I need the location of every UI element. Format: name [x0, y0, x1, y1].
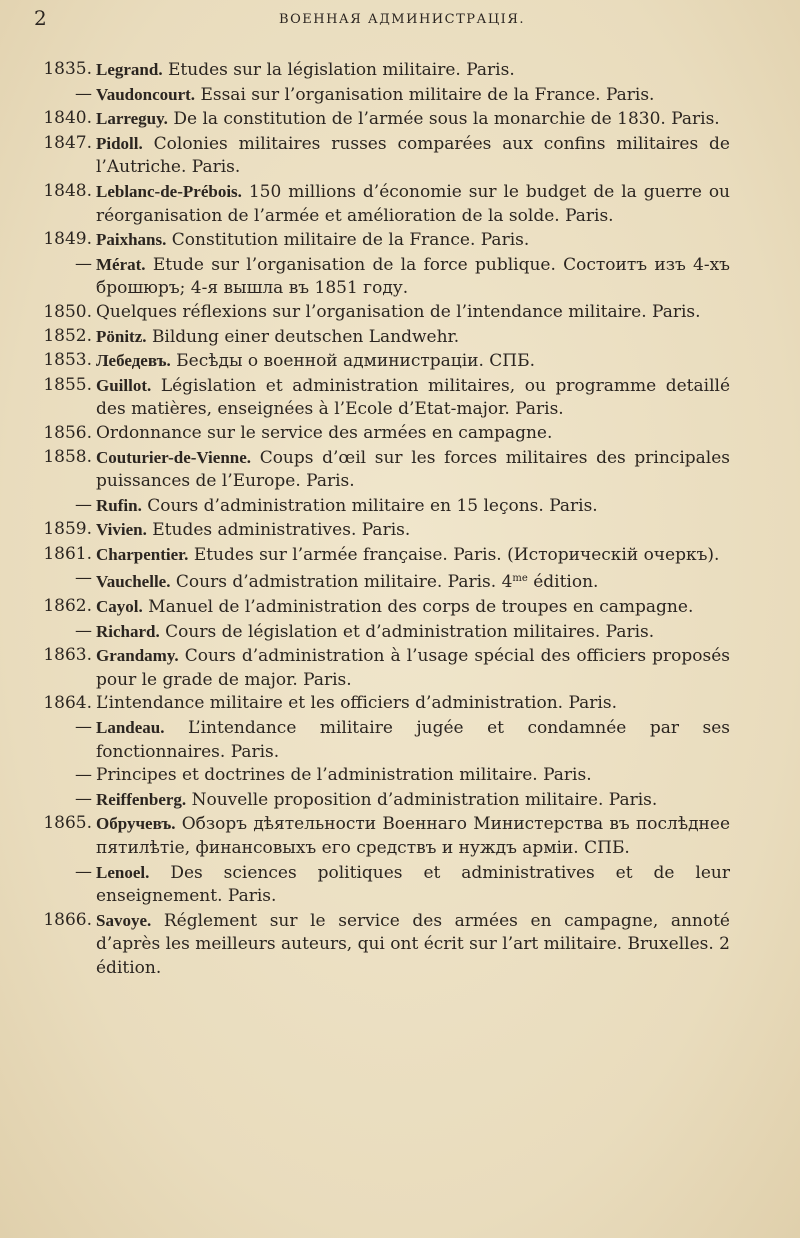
bibliography-entry	[30, 132, 730, 180]
entry-year: 1848.	[43, 180, 92, 201]
entry-title: Ordonnance sur le service des armées en campagne.	[96, 422, 553, 443]
entry-author: Vauchelle.	[96, 572, 171, 592]
bibliography-entry	[30, 107, 730, 132]
entry-author: Pidoll.	[96, 133, 143, 153]
entry-year: —	[75, 765, 92, 786]
bibliography-entry	[30, 422, 730, 446]
entry-year: 1835.	[43, 59, 92, 79]
entry-year: 1852.	[43, 325, 92, 346]
entry-year: —	[75, 253, 92, 274]
bibliography-entry	[30, 446, 730, 494]
running-title: ВОЕННАЯ АДМИНИСТРАЦІЯ.	[279, 12, 525, 27]
entry-author: Mérat.	[96, 254, 146, 274]
entry-title: Cours d’admistration militaire. Paris. 4	[175, 572, 513, 593]
bibliography-entry	[30, 325, 730, 350]
entry-title: Nouvelle proposition d’administration militaire. Paris.	[191, 789, 658, 810]
entry-author: Лебедевъ.	[96, 351, 171, 371]
entry-superscript: me	[512, 573, 528, 585]
entry-author: Larreguy.	[96, 109, 168, 129]
entry-author: Cayol.	[96, 597, 143, 617]
entry-title: Cours d’administration à l’usage spécial des officiers proposés pour le grade de major. Paris.	[96, 646, 730, 690]
entry-year: 1865.	[43, 813, 92, 834]
entry-title: Des sciences politiques et administratives et de leur enseignement. Paris.	[96, 862, 730, 907]
bibliography-entry	[30, 764, 730, 788]
entry-title: Coups d’œil sur les forces militaires des principales puissances de l’Europe. Paris.	[96, 447, 731, 492]
entry-title: Etude sur l’organisation de la force publique. Состоитъ изъ 4-хъ брошюръ; 4-я вышла въ 1851 году.	[96, 254, 731, 299]
entry-title: Etudes sur la législation militaire. Paris.	[168, 60, 515, 80]
bibliography-entry	[30, 812, 730, 860]
bibliography-entry	[30, 595, 730, 620]
entry-title: L’intendance militaire et les officiers d’administration. Paris.	[96, 693, 617, 714]
bibliography-entry	[30, 494, 730, 519]
entry-year: 1855.	[43, 374, 92, 395]
entry-year: 1847.	[43, 132, 92, 153]
entry-author: Lenoel.	[96, 862, 150, 882]
entry-title: Etudes administratives. Paris.	[152, 520, 411, 541]
entry-title: Manuel de l’administration des corps de troupes en campagne.	[148, 597, 694, 618]
entry-year: —	[75, 861, 92, 882]
entry-author: Rufin.	[96, 495, 142, 515]
bibliography-entry	[30, 518, 730, 543]
bibliography-entry	[30, 58, 730, 83]
entry-title: Législation et administration militaires, ou programme detaillé des matières, enseignées à l’Ecole d’Etat-major. Paris.	[96, 375, 731, 420]
entry-year: 1866.	[43, 909, 92, 930]
page-header	[34, 6, 770, 30]
entry-year: 1862.	[43, 596, 92, 617]
bibliography-entry	[30, 301, 730, 325]
entry-title: Quelques réflexions sur l’organisation de l’intendance militaire. Paris.	[96, 301, 701, 322]
entry-year: 1861.	[43, 543, 92, 564]
entry-year: 1858.	[43, 446, 92, 467]
entry-author: Guillot.	[96, 375, 152, 395]
entry-title-continuation: édition.	[527, 572, 599, 593]
bibliography-entry	[30, 228, 730, 253]
entry-title: Constitution militaire de la France. Paris.	[171, 230, 530, 251]
entry-author: Pönitz.	[96, 326, 147, 346]
bibliography-entry	[30, 567, 730, 595]
entry-year: —	[75, 494, 92, 515]
entry-title: Réglement sur le service des armées en campagne, annoté d’après les meilleurs auteurs, qui ont écrit sur l’art militaire. Bruxelles. 2 édition.	[96, 910, 730, 978]
entry-title: Principes et doctrines de l’administration militaire. Paris.	[96, 765, 592, 786]
entry-year: —	[75, 568, 92, 589]
entry-title: Essai sur l’organisation militaire de la France. Paris.	[200, 84, 655, 105]
bibliography-entry	[30, 909, 730, 981]
bibliography-entry	[30, 716, 730, 764]
entry-title: Bildung einer deutschen Landwehr.	[151, 326, 460, 347]
entry-year: 1840.	[43, 108, 92, 129]
entry-author: Grandamy.	[96, 646, 179, 666]
entry-year: 1849.	[43, 229, 92, 250]
page-number: 2	[34, 6, 47, 30]
bibliography-entry	[30, 253, 730, 301]
bibliography-entry	[30, 349, 730, 374]
bibliography-entry	[30, 861, 730, 909]
entry-author: Charpentier.	[96, 544, 189, 564]
entry-year: —	[75, 717, 92, 738]
entry-year: 1850.	[43, 301, 92, 322]
entry-author: Couturier-de-Vienne.	[96, 447, 252, 467]
entry-year: —	[75, 620, 92, 641]
entry-author: Richard.	[96, 621, 160, 641]
bibliography-entry	[30, 374, 730, 422]
entry-title: Colonies militaires russes comparées aux confins militaires de l’Autriche. Paris.	[96, 133, 730, 178]
entry-title: Etudes sur l’armée française. Paris. (Историческій очеркъ).	[193, 544, 720, 565]
entry-title: Cours d’administration militaire en 15 leçons. Paris.	[147, 495, 598, 516]
entry-title: 150 millions d’économie sur le budget de la guerre ou réorganisation de l’armée et amélioration de la solde. Paris.	[96, 181, 731, 226]
entry-author: Vaudoncourt.	[96, 84, 196, 104]
bibliography-list	[30, 58, 730, 981]
entry-year: —	[75, 83, 92, 104]
entry-year: 1859.	[43, 519, 92, 540]
entry-author: Leblanc-de-Prébois.	[96, 181, 242, 201]
bibliography-entry	[30, 788, 730, 813]
bibliography-entry	[30, 692, 730, 716]
entry-author: Legrand.	[96, 60, 163, 79]
entry-title: L’intendance militaire jugée et condamnée par ses fonctionnaires. Paris.	[96, 718, 730, 762]
bibliography-entry	[30, 644, 730, 692]
entry-year: 1856.	[43, 422, 92, 443]
entry-author: Savoye.	[96, 910, 152, 930]
entry-year: —	[75, 788, 92, 809]
entry-title: Бесѣды о военной администраціи. СПБ.	[176, 351, 536, 372]
entry-title: De la constitution de l’armée sous la monarchie de 1830. Paris.	[173, 109, 720, 130]
entry-year: 1863.	[43, 645, 92, 666]
entry-author: Reiffenberg.	[96, 789, 187, 809]
bibliography-entry	[30, 543, 730, 568]
entry-author: Vivien.	[96, 520, 147, 540]
bibliography-entry	[30, 180, 730, 228]
entry-title: Cours de législation et d’administration militaires. Paris.	[165, 621, 655, 642]
bibliography-entry	[30, 620, 730, 645]
bibliography-entry	[30, 83, 730, 108]
entry-author: Обручевъ.	[96, 814, 176, 834]
entry-title: Обзоръ дѣятельности Военнаго Министерства въ послѣднее пятилѣтіе, финансовыхъ его средствъ и нуждъ арміи. СПБ.	[96, 814, 731, 858]
entry-author: Landeau.	[96, 718, 165, 738]
entry-year: 1864.	[43, 693, 92, 714]
entry-author: Paixhans.	[96, 230, 167, 250]
entry-year: 1853.	[43, 350, 92, 371]
